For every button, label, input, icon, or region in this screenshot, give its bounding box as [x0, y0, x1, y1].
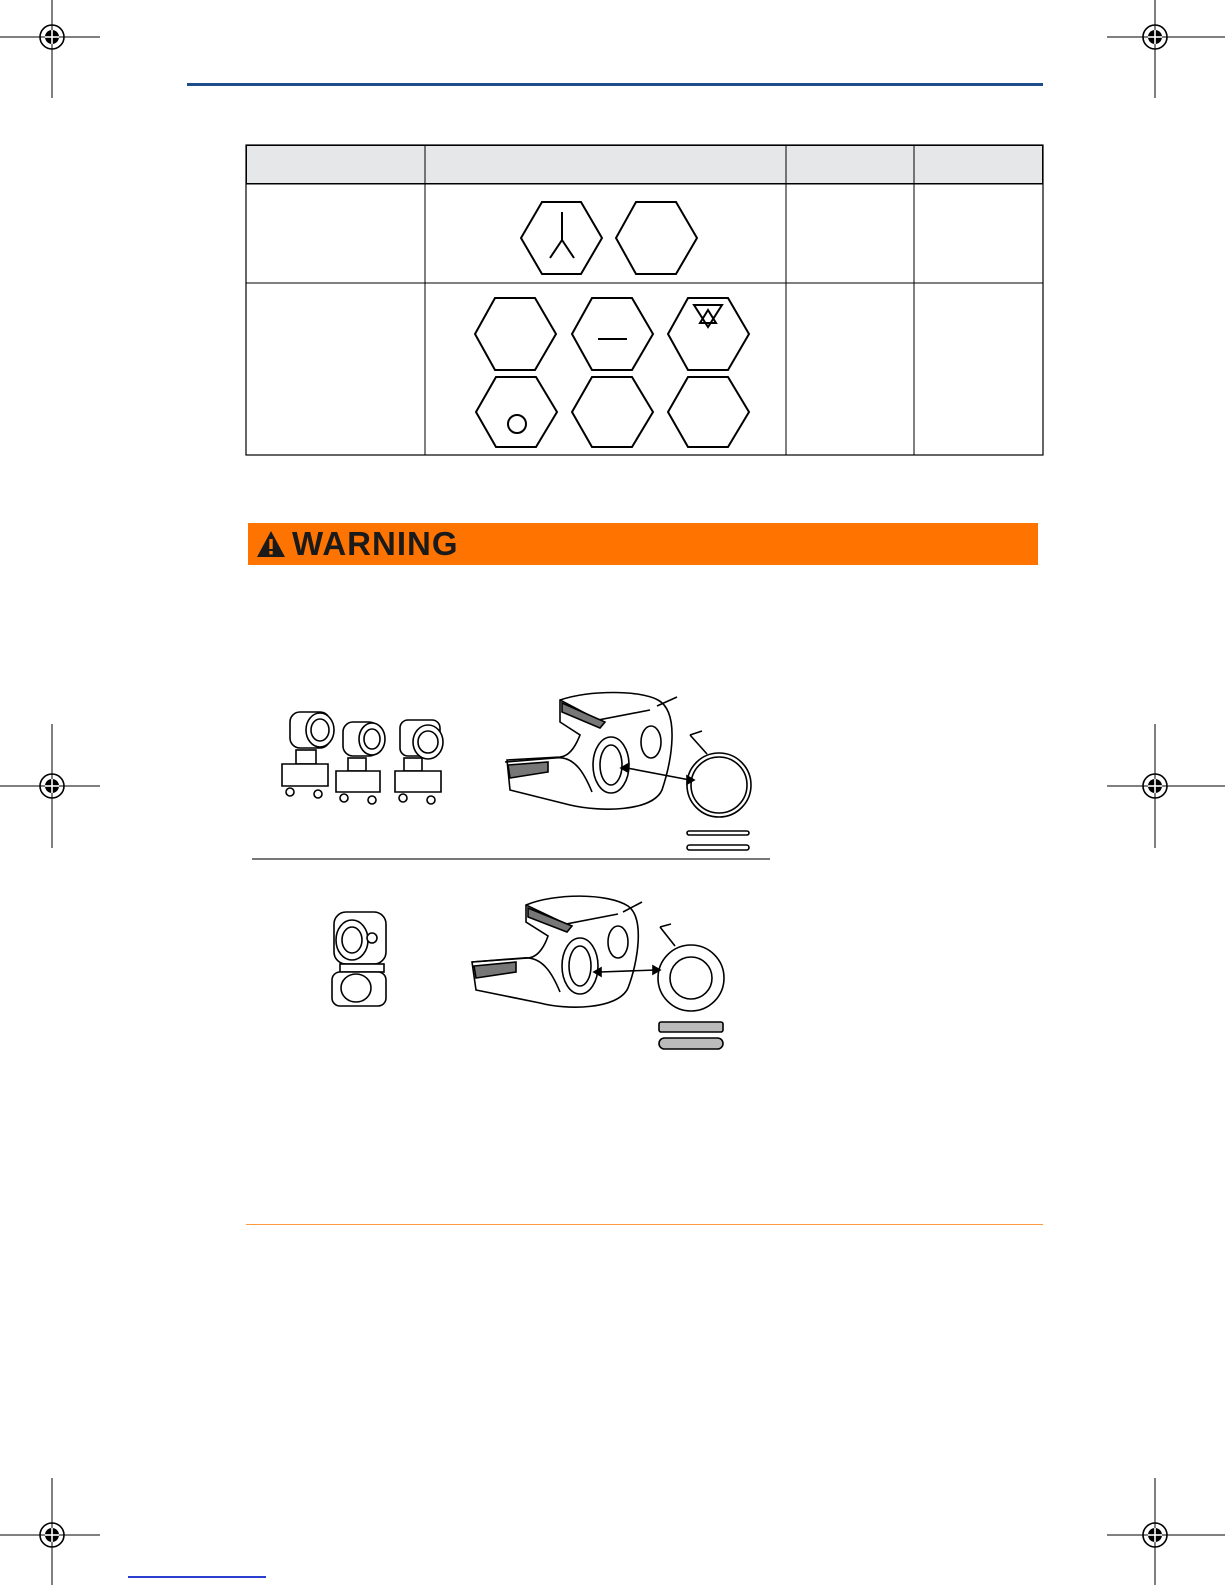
illustration-divider [252, 858, 770, 860]
registration-mark-middle-left-icon [0, 724, 100, 848]
table-header-row [246, 145, 1043, 184]
warning-triangle-icon [256, 530, 286, 558]
registration-mark-bottom-left-icon [0, 1478, 100, 1585]
bottom-link-underline[interactable] [128, 1576, 266, 1578]
warning-text: WARNING [292, 525, 459, 562]
warning-label-box [256, 523, 459, 565]
registration-mark-top-right-icon [1107, 0, 1225, 98]
warning-banner [248, 523, 1038, 565]
footer-rule [246, 1224, 1043, 1225]
header-rule [187, 83, 1043, 86]
registration-mark-top-left-icon [0, 0, 100, 98]
registration-mark-middle-right-icon [1107, 724, 1225, 848]
registration-mark-bottom-right-icon [1107, 1478, 1225, 1585]
